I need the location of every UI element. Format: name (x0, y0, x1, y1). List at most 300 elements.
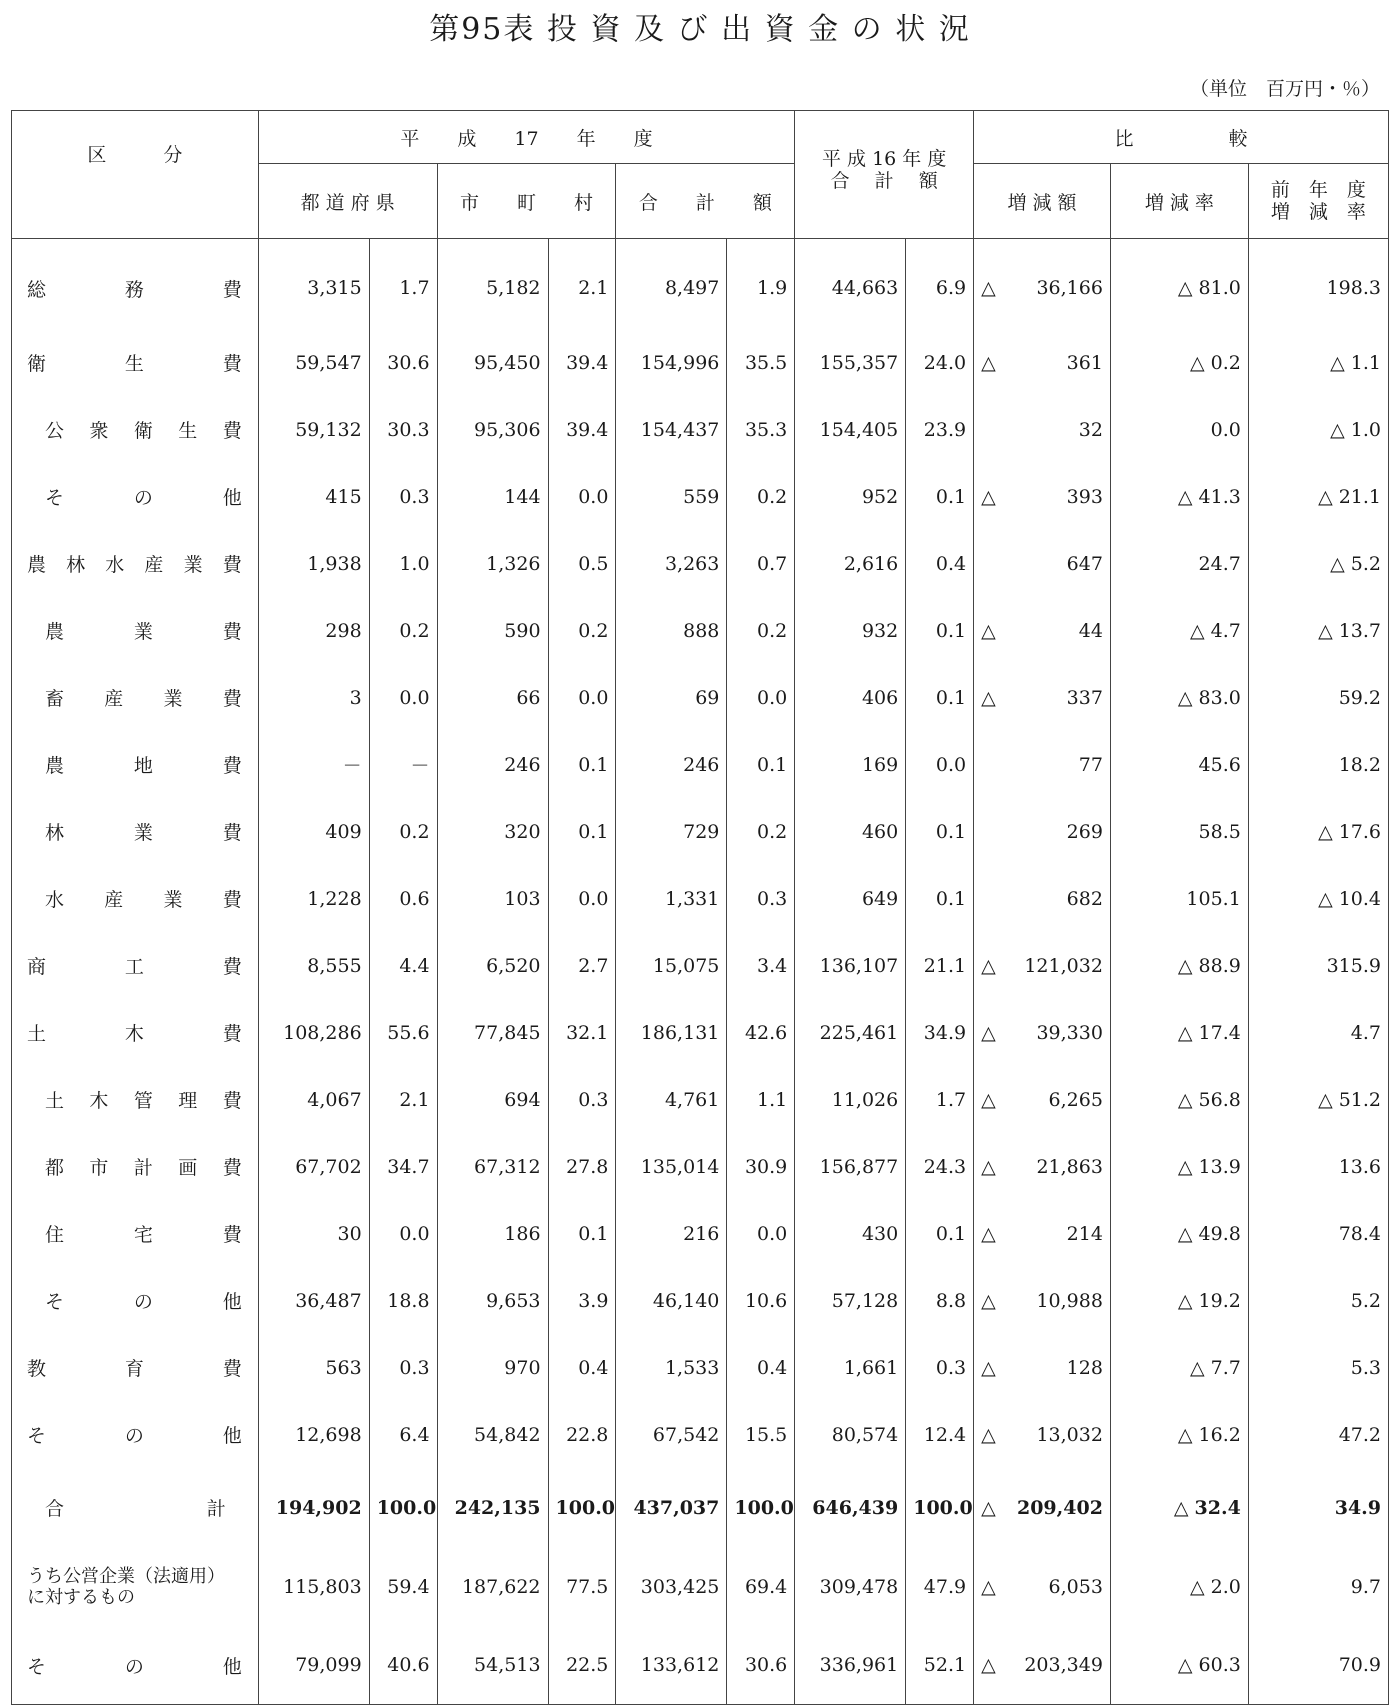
diff-rate (1110, 731, 1248, 798)
total-pct: 35.5 (727, 329, 795, 396)
diff-rate (1110, 530, 1248, 597)
city-value: 103 (437, 865, 548, 932)
total-pct: 0.1 (727, 731, 795, 798)
row-label: 農林水産業費 (12, 530, 259, 597)
total-pct: 0.2 (727, 463, 795, 530)
total-value: 154,437 (616, 396, 727, 463)
negative-mark: △ (1177, 1155, 1193, 1178)
negative-mark: △ (981, 351, 996, 374)
table-row (12, 239, 1389, 330)
h16-value: 430 (795, 1200, 906, 1267)
city-pct: 0.2 (548, 597, 616, 664)
row-label: 都市計画費 (12, 1133, 259, 1200)
h16-pct: 0.1 (906, 865, 974, 932)
prev-rate (1248, 1200, 1388, 1267)
h16-value: 1,661 (795, 1334, 906, 1401)
prev-rate-value: 47.2 (1338, 1423, 1381, 1446)
total-pct: 1.1 (727, 1066, 795, 1133)
total-pct: 30.9 (727, 1133, 795, 1200)
pref-pct: 40.6 (369, 1626, 437, 1705)
total-pct: 0.3 (727, 865, 795, 932)
diff-rate (1110, 932, 1248, 999)
h16-value: 336,961 (795, 1626, 906, 1705)
negative-mark: △ (981, 954, 996, 977)
pref-pct: 0.3 (369, 1334, 437, 1401)
diff-amount (974, 1267, 1111, 1334)
h16-value: 952 (795, 463, 906, 530)
header-diff-amount: 増 減 額 (974, 164, 1111, 239)
h16-value: 2,616 (795, 530, 906, 597)
pref-value: 59,132 (258, 396, 369, 463)
pref-value: 108,286 (258, 999, 369, 1066)
total-value: 888 (616, 597, 727, 664)
negative-mark: △ (981, 1423, 996, 1446)
total-pct: 15.5 (727, 1401, 795, 1468)
pref-value: 12,698 (258, 1401, 369, 1468)
pref-pct: － (369, 731, 437, 798)
total-value: 67,542 (616, 1401, 727, 1468)
pref-value: 30 (258, 1200, 369, 1267)
unit-note: （単位 百万円・％） (1189, 78, 1380, 100)
negative-mark: △ (1318, 887, 1333, 910)
page-title: 第95表 投 資 及 び 出 資 金 の 状 況 (429, 12, 971, 47)
prev-rate-value: 51.2 (1338, 1088, 1381, 1111)
pref-pct: 18.8 (369, 1267, 437, 1334)
table-row (12, 999, 1389, 1066)
diff-rate (1110, 597, 1248, 664)
total-pct: 0.2 (727, 597, 795, 664)
table-row (12, 1468, 1389, 1547)
negative-mark: △ (1330, 351, 1345, 374)
pref-pct: 4.4 (369, 932, 437, 999)
negative-mark: △ (1177, 277, 1193, 299)
pref-value: 409 (258, 798, 369, 865)
negative-mark: △ (981, 1289, 996, 1312)
table-row (12, 1133, 1389, 1200)
negative-mark: △ (1173, 1496, 1189, 1519)
header-h17: 平 成 17 年 度 (258, 111, 795, 164)
city-value: 590 (437, 597, 548, 664)
total-pct: 3.4 (727, 932, 795, 999)
pref-pct: 30.3 (369, 396, 437, 463)
negative-mark: △ (981, 277, 996, 299)
prev-rate (1248, 239, 1388, 330)
table-row (12, 530, 1389, 597)
negative-mark: △ (1177, 1088, 1193, 1111)
prev-rate (1248, 530, 1388, 597)
city-pct: 0.5 (548, 530, 616, 597)
diff-rate (1110, 1334, 1248, 1401)
row-label: 土木費 (12, 999, 259, 1066)
diff-rate-value: 41.3 (1198, 485, 1241, 508)
negative-mark: △ (1189, 1575, 1205, 1598)
diff-amount-value: 13,032 (1036, 1423, 1103, 1446)
negative-mark: △ (1177, 1423, 1193, 1446)
h16-pct: 47.9 (906, 1547, 974, 1626)
header-prev-rate-line2: 増 減 率 (1270, 201, 1366, 223)
city-pct: 0.3 (548, 1066, 616, 1133)
diff-amount (974, 239, 1111, 330)
city-value: 242,135 (437, 1468, 548, 1547)
prev-rate-value: 5.2 (1350, 1289, 1381, 1312)
city-pct: 0.0 (548, 664, 616, 731)
diff-rate (1110, 798, 1248, 865)
city-value: 187,622 (437, 1547, 548, 1626)
header-kubun: 区 分 (12, 111, 259, 239)
total-pct: 69.4 (727, 1547, 795, 1626)
diff-rate (1110, 1267, 1248, 1334)
prev-rate (1248, 463, 1388, 530)
total-pct: 0.0 (727, 1200, 795, 1267)
city-value: 186 (437, 1200, 548, 1267)
pref-pct: 55.6 (369, 999, 437, 1066)
diff-amount-value: 6,053 (1048, 1575, 1103, 1598)
pref-value: 67,702 (258, 1133, 369, 1200)
diff-amount-value: 39,330 (1036, 1021, 1103, 1044)
city-value: 970 (437, 1334, 548, 1401)
prev-rate (1248, 1468, 1388, 1547)
header-compare: 比 較 (974, 111, 1389, 164)
total-value: 216 (616, 1200, 727, 1267)
header-h16-line2: 合 計 額 (830, 169, 938, 192)
diff-rate-value: 2.0 (1210, 1575, 1241, 1598)
table-row (12, 463, 1389, 530)
prev-rate (1248, 798, 1388, 865)
h16-value: 136,107 (795, 932, 906, 999)
prev-rate (1248, 1066, 1388, 1133)
table-row (12, 1267, 1389, 1334)
total-value: 69 (616, 664, 727, 731)
pref-value: 79,099 (258, 1626, 369, 1705)
row-label: 衛生費 (12, 329, 259, 396)
total-pct: 42.6 (727, 999, 795, 1066)
pref-value: 415 (258, 463, 369, 530)
diff-rate (1110, 396, 1248, 463)
h16-pct: 0.1 (906, 597, 974, 664)
negative-mark: △ (981, 485, 996, 508)
negative-mark: △ (1177, 485, 1193, 508)
h16-value: 649 (795, 865, 906, 932)
total-value: 246 (616, 731, 727, 798)
total-value: 8,497 (616, 239, 727, 330)
city-pct: 22.5 (548, 1626, 616, 1705)
city-value: 66 (437, 664, 548, 731)
row-label: 教育費 (12, 1334, 259, 1401)
h16-pct: 21.1 (906, 932, 974, 999)
pref-pct: 0.2 (369, 597, 437, 664)
table-row (12, 731, 1389, 798)
header-diff-rate: 増 減 率 (1110, 164, 1248, 239)
total-value: 1,533 (616, 1334, 727, 1401)
total-value: 46,140 (616, 1267, 727, 1334)
prev-rate (1248, 329, 1388, 396)
diff-amount-value: 269 (1066, 820, 1103, 843)
diff-rate (1110, 1401, 1248, 1468)
diff-rate-value: 7.7 (1210, 1356, 1241, 1379)
city-pct: 100.0 (548, 1468, 616, 1547)
pref-pct: 100.0 (369, 1468, 437, 1547)
diff-rate-value: 45.6 (1198, 753, 1241, 776)
diff-amount (974, 798, 1111, 865)
h16-pct: 24.0 (906, 329, 974, 396)
h16-pct: 6.9 (906, 239, 974, 330)
pref-pct: 34.7 (369, 1133, 437, 1200)
prev-rate (1248, 1267, 1388, 1334)
negative-mark: △ (1318, 485, 1333, 508)
pref-value: 563 (258, 1334, 369, 1401)
negative-mark: △ (1177, 1654, 1193, 1676)
diff-rate-value: 17.4 (1198, 1021, 1241, 1044)
prev-rate (1248, 1547, 1388, 1626)
total-pct: 10.6 (727, 1267, 795, 1334)
diff-rate (1110, 865, 1248, 932)
negative-mark: △ (1330, 552, 1345, 575)
diff-rate-value: 88.9 (1198, 954, 1241, 977)
prev-rate-value: 4.7 (1350, 1021, 1381, 1044)
city-pct: 39.4 (548, 396, 616, 463)
diff-rate-value: 4.7 (1210, 619, 1241, 642)
diff-rate-value: 0.0 (1210, 418, 1241, 441)
negative-mark: △ (981, 619, 996, 642)
row-label: 水産業費 (12, 865, 259, 932)
diff-rate-value: 58.5 (1198, 820, 1241, 843)
diff-amount (974, 463, 1111, 530)
total-pct: 0.2 (727, 798, 795, 865)
diff-rate (1110, 1468, 1248, 1547)
h16-value: 156,877 (795, 1133, 906, 1200)
h16-pct: 0.0 (906, 731, 974, 798)
city-value: 67,312 (437, 1133, 548, 1200)
city-value: 95,450 (437, 329, 548, 396)
row-label-line2: に対するもの (27, 1586, 135, 1608)
city-value: 1,326 (437, 530, 548, 597)
prev-rate (1248, 999, 1388, 1066)
city-value: 54,842 (437, 1401, 548, 1468)
total-value: 437,037 (616, 1468, 727, 1547)
diff-rate-value: 19.2 (1198, 1289, 1241, 1312)
prev-rate-value: 70.9 (1338, 1654, 1381, 1676)
h16-value: 460 (795, 798, 906, 865)
negative-mark: △ (1177, 1289, 1193, 1312)
h16-pct: 0.4 (906, 530, 974, 597)
diff-amount (974, 932, 1111, 999)
table-row (12, 597, 1389, 664)
negative-mark: △ (1318, 619, 1333, 642)
pref-value: 8,555 (258, 932, 369, 999)
table-row (12, 865, 1389, 932)
h16-value: 169 (795, 731, 906, 798)
h16-pct: 0.1 (906, 798, 974, 865)
total-value: 729 (616, 798, 727, 865)
diff-amount-value: 21,863 (1036, 1155, 1103, 1178)
diff-amount-value: 121,032 (1024, 954, 1103, 977)
table-body (12, 239, 1389, 1705)
city-value: 694 (437, 1066, 548, 1133)
row-label: 公衆衛生費 (12, 396, 259, 463)
diff-rate-value: 56.8 (1198, 1088, 1241, 1111)
diff-amount-value: 393 (1066, 485, 1103, 508)
total-value: 1,331 (616, 865, 727, 932)
pref-value: 4,067 (258, 1066, 369, 1133)
h16-pct: 100.0 (906, 1468, 974, 1547)
table-row (12, 396, 1389, 463)
city-pct: 0.0 (548, 463, 616, 530)
diff-amount (974, 1401, 1111, 1468)
diff-rate-value: 24.7 (1198, 552, 1241, 575)
city-pct: 3.9 (548, 1267, 616, 1334)
prev-rate (1248, 597, 1388, 664)
diff-amount (974, 865, 1111, 932)
diff-amount (974, 329, 1111, 396)
pref-pct: 1.7 (369, 239, 437, 330)
diff-rate-value: 81.0 (1198, 277, 1241, 299)
header-h16 (795, 111, 974, 239)
table-row (12, 1547, 1389, 1626)
pref-pct: 6.4 (369, 1401, 437, 1468)
h16-value: 932 (795, 597, 906, 664)
diff-rate (1110, 999, 1248, 1066)
diff-amount (974, 1066, 1111, 1133)
city-pct: 2.1 (548, 239, 616, 330)
diff-amount-value: 361 (1066, 351, 1103, 374)
pref-pct: 0.0 (369, 664, 437, 731)
city-value: 54,513 (437, 1626, 548, 1705)
row-label: 畜産業費 (12, 664, 259, 731)
total-value: 4,761 (616, 1066, 727, 1133)
h16-pct: 0.1 (906, 664, 974, 731)
prev-rate-value: 13.7 (1338, 619, 1381, 642)
row-label: 合計 (12, 1468, 259, 1547)
diff-rate (1110, 664, 1248, 731)
diff-amount (974, 1133, 1111, 1200)
table-row (12, 1334, 1389, 1401)
h16-pct: 24.3 (906, 1133, 974, 1200)
diff-amount-value: 10,988 (1036, 1289, 1103, 1312)
total-pct: 30.6 (727, 1626, 795, 1705)
city-value: 144 (437, 463, 548, 530)
city-pct: 0.1 (548, 731, 616, 798)
h16-value: 309,478 (795, 1547, 906, 1626)
diff-rate-value: 60.3 (1198, 1654, 1241, 1676)
diff-amount (974, 396, 1111, 463)
prev-rate-value: 198.3 (1326, 277, 1381, 299)
h16-pct: 12.4 (906, 1401, 974, 1468)
total-value: 186,131 (616, 999, 727, 1066)
h16-value: 646,439 (795, 1468, 906, 1547)
diff-amount (974, 999, 1111, 1066)
diff-rate (1110, 239, 1248, 330)
h16-value: 154,405 (795, 396, 906, 463)
negative-mark: △ (981, 1654, 996, 1676)
prev-rate (1248, 1401, 1388, 1468)
prev-rate-value: 5.3 (1350, 1356, 1381, 1379)
h16-value: 11,026 (795, 1066, 906, 1133)
diff-amount-value: 209,402 (1016, 1496, 1103, 1519)
diff-amount (974, 530, 1111, 597)
city-pct: 2.7 (548, 932, 616, 999)
h16-value: 80,574 (795, 1401, 906, 1468)
row-label: 商工費 (12, 932, 259, 999)
diff-rate (1110, 1066, 1248, 1133)
prev-rate-value: 59.2 (1338, 686, 1381, 709)
row-label: その他 (12, 1401, 259, 1468)
diff-amount-value: 36,166 (1036, 277, 1103, 299)
city-value: 95,306 (437, 396, 548, 463)
pref-value: 36,487 (258, 1267, 369, 1334)
diff-amount-value: 128 (1066, 1356, 1103, 1379)
city-pct: 0.4 (548, 1334, 616, 1401)
diff-amount-value: 647 (1066, 552, 1103, 575)
row-label: 土木管理費 (12, 1066, 259, 1133)
pref-value: 3,315 (258, 239, 369, 330)
city-pct: 27.8 (548, 1133, 616, 1200)
prev-rate (1248, 1334, 1388, 1401)
pref-value: 3 (258, 664, 369, 731)
h16-pct: 0.3 (906, 1334, 974, 1401)
diff-amount-value: 77 (1078, 753, 1103, 776)
city-value: 77,845 (437, 999, 548, 1066)
table-header (12, 111, 1389, 239)
h16-pct: 23.9 (906, 396, 974, 463)
city-value: 320 (437, 798, 548, 865)
prev-rate-value: 78.4 (1338, 1222, 1381, 1245)
total-pct: 35.3 (727, 396, 795, 463)
negative-mark: △ (1318, 1088, 1333, 1111)
prev-rate (1248, 932, 1388, 999)
row-label: 農業費 (12, 597, 259, 664)
total-value: 303,425 (616, 1547, 727, 1626)
total-pct: 1.9 (727, 239, 795, 330)
diff-rate (1110, 1547, 1248, 1626)
pref-value: 1,938 (258, 530, 369, 597)
city-pct: 77.5 (548, 1547, 616, 1626)
diff-amount-value: 6,265 (1048, 1088, 1103, 1111)
header-total: 合 計 額 (616, 164, 795, 239)
diff-amount (974, 1200, 1111, 1267)
city-pct: 22.8 (548, 1401, 616, 1468)
total-pct: 0.7 (727, 530, 795, 597)
city-value: 246 (437, 731, 548, 798)
diff-rate-value: 105.1 (1186, 887, 1241, 910)
row-label: 総務費 (12, 239, 259, 330)
negative-mark: △ (981, 1088, 996, 1111)
diff-amount-value: 337 (1066, 686, 1103, 709)
row-label (12, 1547, 259, 1626)
h16-value: 44,663 (795, 239, 906, 330)
h16-value: 406 (795, 664, 906, 731)
diff-rate-value: 83.0 (1198, 686, 1241, 709)
prev-rate (1248, 1133, 1388, 1200)
diff-rate (1110, 463, 1248, 530)
table-row (12, 664, 1389, 731)
h16-pct: 34.9 (906, 999, 974, 1066)
prev-rate-value: 21.1 (1338, 485, 1381, 508)
diff-rate-value: 16.2 (1198, 1423, 1241, 1446)
diff-amount (974, 1334, 1111, 1401)
h16-pct: 1.7 (906, 1066, 974, 1133)
table-row (12, 798, 1389, 865)
total-value: 559 (616, 463, 727, 530)
h16-pct: 8.8 (906, 1267, 974, 1334)
row-label: その他 (12, 1267, 259, 1334)
city-pct: 32.1 (548, 999, 616, 1066)
total-value: 135,014 (616, 1133, 727, 1200)
total-value: 15,075 (616, 932, 727, 999)
pref-value: 1,228 (258, 865, 369, 932)
h16-value: 225,461 (795, 999, 906, 1066)
header-prev-rate-line1: 前 年 度 (1270, 179, 1366, 201)
total-value: 133,612 (616, 1626, 727, 1705)
